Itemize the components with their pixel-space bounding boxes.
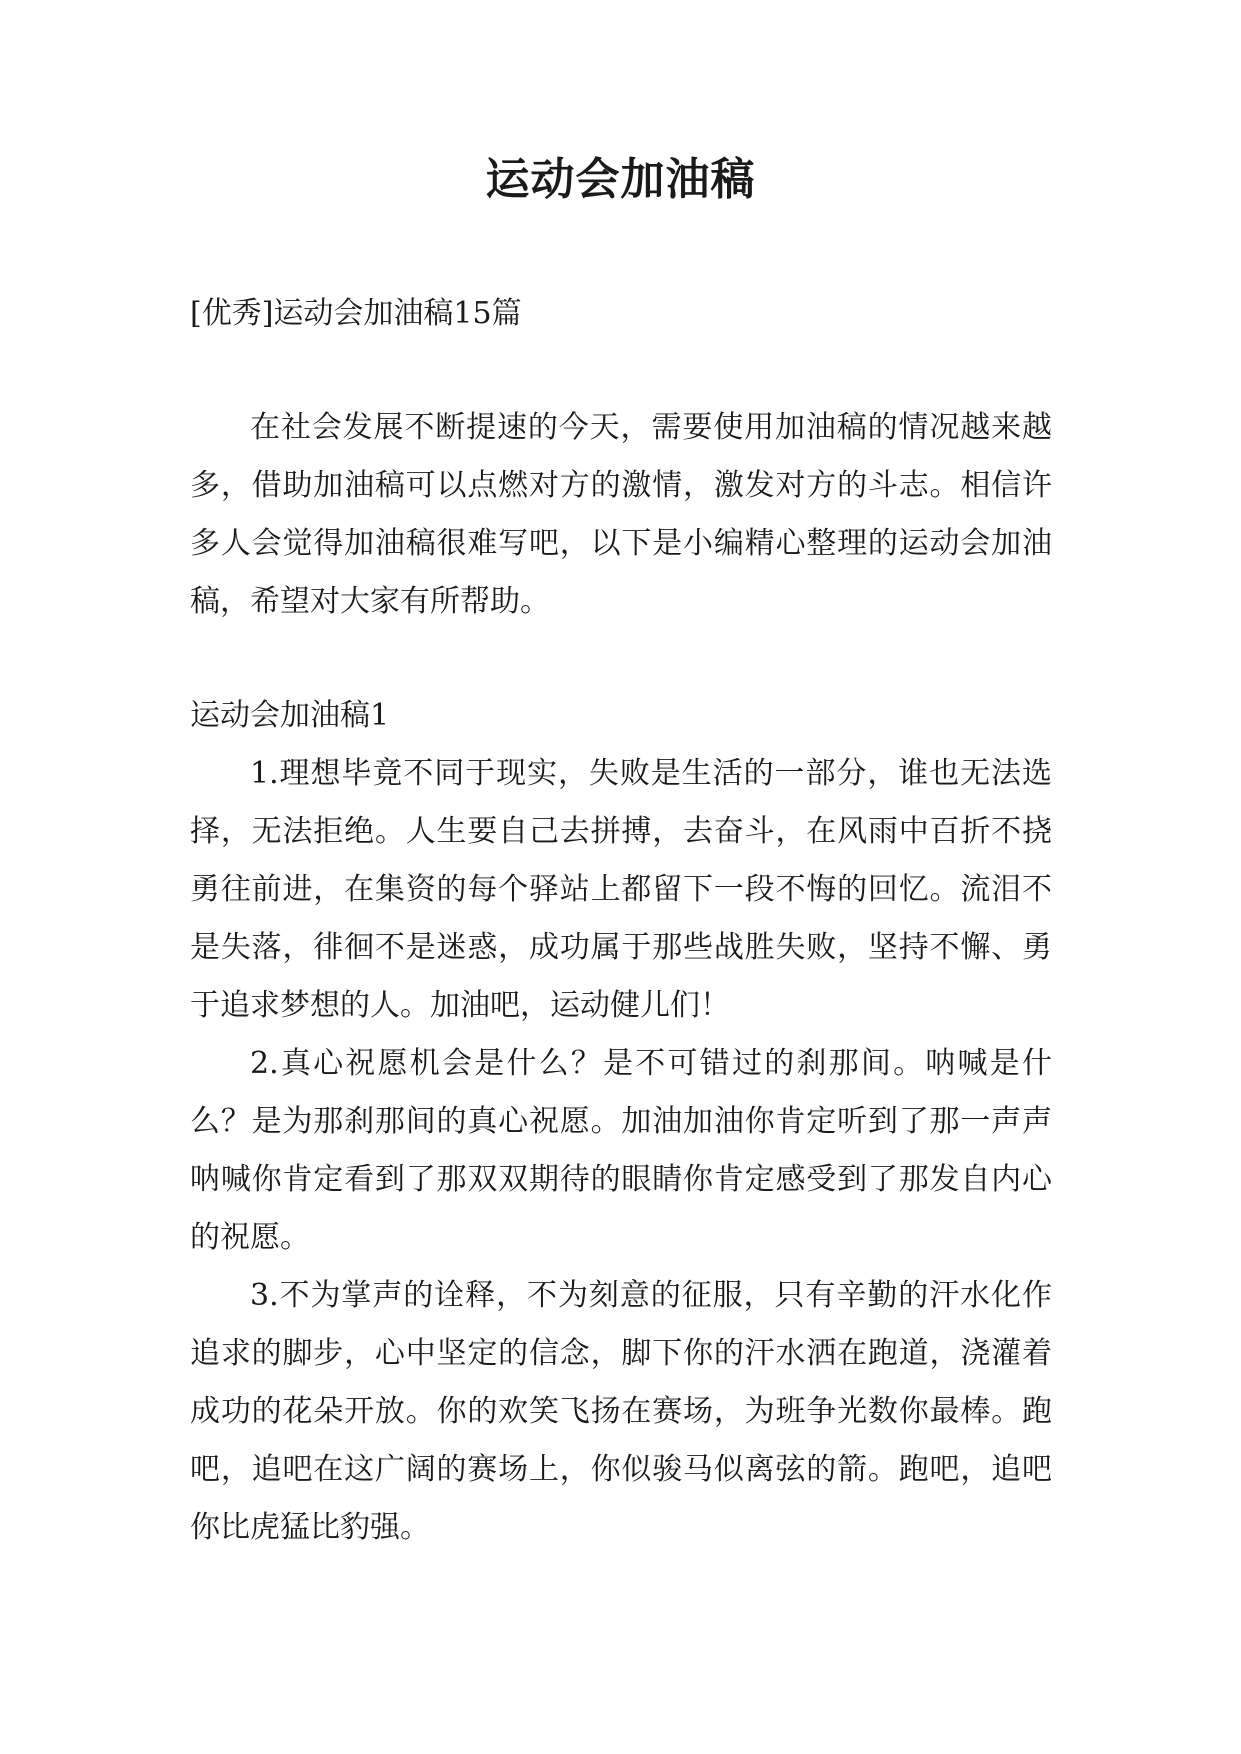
paragraph-1: 1.理想毕竟不同于现实，失败是生活的一部分，谁也无法选择，无法拒绝。人生要自己去拼搏，去奋斗，在风雨中百折不挠勇往前进，在集资的每个驿站上都留下一段不悔的回忆。流泪不是失落，徘徊不是迷惑，成功属于那些战胜失败，坚持不懈、勇于追求梦想的人。加油吧，运动健儿们！ [190, 756, 1052, 1023]
paragraph-3: 3.不为掌声的诠释，不为刻意的征服，只有辛勤的汗水化作追求的脚步，心中坚定的信念，脚下你的汗水洒在跑道，浇灌着成功的花朵开放。你的欢笑飞扬在赛场，为班争光数你最棒。跑吧，追吧在这广阔的赛场上，你似骏马似离弦的箭。跑吧，追吧你比虎猛比豹强。 [190, 1278, 1052, 1545]
intro-paragraph: 在社会发展不断提速的今天，需要使用加油稿的情况越来越多，借助加油稿可以点燃对方的激情，激发对方的斗志。相信许多人会觉得加油稿很难写吧，以下是小编精心整理的运动会加油稿，希望对大家有所帮助。 [190, 410, 1052, 619]
paragraph-2: 2.真心祝愿机会是什么？是不可错过的刹那间。呐喊是什么？是为那刹那间的真心祝愿。加油加油你肯定听到了那一声声呐喊你肯定看到了那双双期待的眼睛你肯定感受到了那发自内心的祝愿。 [190, 1046, 1052, 1255]
section-heading: 运动会加油稿1 [190, 698, 390, 733]
document-subtitle: [优秀]运动会加油稿15篇 [190, 296, 522, 331]
document-body [190, 285, 1052, 1557]
page-title: 运动会加油稿 [485, 154, 756, 205]
